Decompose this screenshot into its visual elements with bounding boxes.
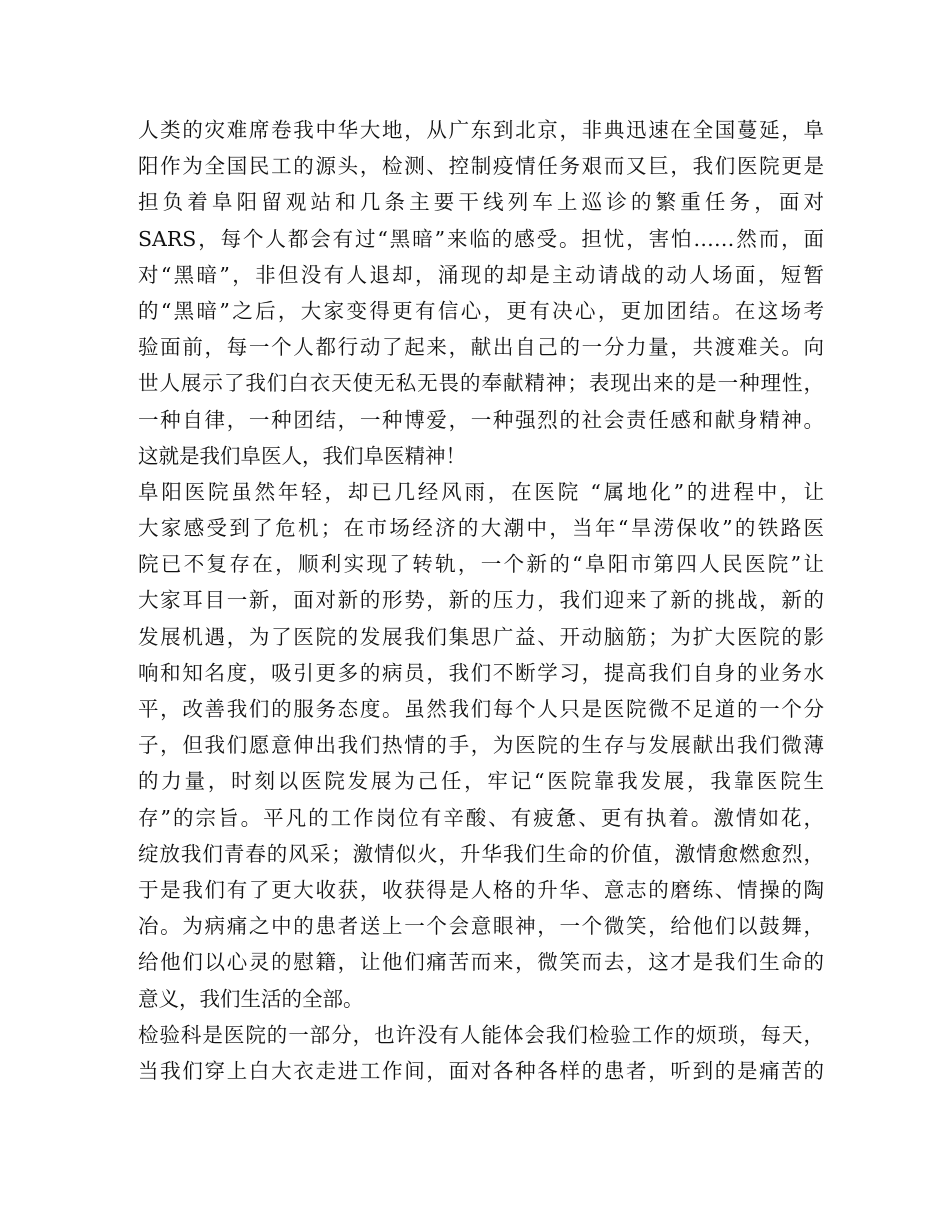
text-line: 这就是我们阜医人，我们阜医精神！ [138,443,466,468]
text-line: 当我们穿上白大衣走进工作间，面对各种各样的患者，听到的是痛苦的 [138,1058,824,1083]
text-line: 阜阳医院虽然年轻，却已几经风雨，在医院 “属地化”的进程中，让 [138,479,824,504]
text-line: 意义，我们生活的全部。 [138,986,364,1011]
text-line: 的力量，时刻以医院发展为己任，牢记“医院靠我发展，我靠医院生 [138,769,824,794]
text-line: 平，改善我们的服务态度。虽然我们每个人只是医院微不足道的一个分 [138,697,824,721]
document-body [138,112,824,1089]
text-line: 院已不复存在，顺利实现了转轨，一个新的“阜阳市第四人民医院”让 [138,552,824,577]
text-line: 存”的宗旨。平凡的工作岗位有辛酸、有疲惫、更有执着。激情如花， [138,805,824,830]
text-line: 担负着阜阳留观站和几条主要干线列车上巡诊的繁重任务，面对 [138,190,824,215]
text-line: 世人展示了我们白衣天使无私无畏的奉献精神；表现出来的是一种理性， [138,371,824,396]
text-line: 检验科是医院的一部分，也许没有人能体会我们检验工作的烦琐，每天， [138,1022,824,1047]
text-line: 人类的灾难席卷我中华大地，从广东到北京，非典迅速在全国蔓延，阜 [138,118,824,142]
text-line: 大家耳目一新，面对新的形势，新的压力，我们迎来了新的挑战，新的 [138,588,824,613]
text-line: 阳作为全国民工的源头，检测、控制疫情任务艰而又巨，我们医院更是 [138,154,824,179]
text-line: 冶。为病痛之中的患者送上一个会意眼神，一个微笑，给他们以鼓舞， [138,914,824,939]
text-line: SARS，每个人都会有过“黑暗”来临的感受。担忧，害怕……然而，面 [138,226,824,251]
text-line: 于是我们有了更大收获，收获得是人格的升华、意志的磨练、情操的陶 [138,877,824,902]
text-line: 发展机遇，为了医院的发展我们集思广益、开动脑筋；为扩大医院的影 [138,624,824,649]
text-line: 大家感受到了危机；在市场经济的大潮中，当年“旱涝保收”的铁路医 [138,516,824,541]
text-line: 给他们以心灵的慰籍，让他们痛苦而来，微笑而去，这才是我们生命的 [138,950,824,975]
text-line: 绽放我们青春的风采；激情似火，升华我们生命的价值，激情愈燃愈烈， [138,841,824,866]
text-line: 对“黑暗”，非但没有人退却，涌现的却是主动请战的动人场面，短暂 [138,262,824,287]
text-line: 响和知名度，吸引更多的病员，我们不断学习，提高我们自身的业务水 [138,660,824,685]
text-line: 子，但我们愿意伸出我们热情的手，为医院的生存与发展献出我们微薄 [138,733,824,758]
text-line: 的“黑暗”之后，大家变得更有信心，更有决心，更加团结。在这场考 [138,298,824,323]
text-line: 一种自律，一种团结，一种博爱，一种强烈的社会责任感和献身精神。 [138,407,824,432]
text-line: 验面前，每一个人都行动了起来，献出自己的一分力量，共渡难关。向 [138,335,824,360]
